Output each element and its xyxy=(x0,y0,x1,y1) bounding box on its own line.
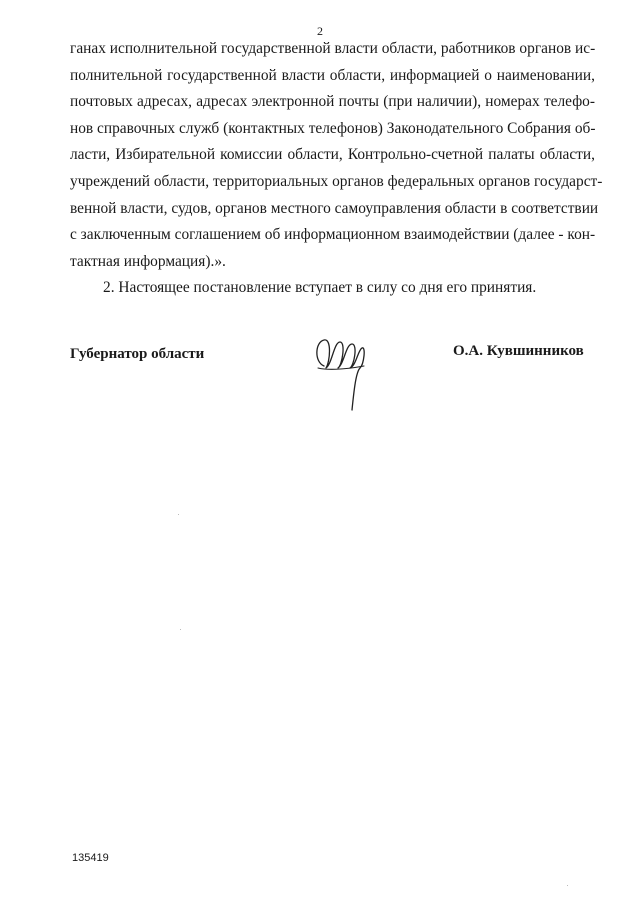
body-line: ганах исполнительной государственной власти области, работников органов ис- xyxy=(70,40,596,57)
document-code: 135419 xyxy=(72,852,109,864)
document-body xyxy=(70,36,603,302)
scan-speck xyxy=(180,629,181,630)
page-number: 2 xyxy=(317,24,323,38)
body-line: венной власти, судов, органов местного самоуправления области в соответствии xyxy=(70,199,599,217)
clause-2: 2. Настоящее постановление вступает в силу со дня его принятия. xyxy=(103,279,537,297)
body-line: тактная информация).». xyxy=(70,252,226,270)
signatory-title: Губернатор области xyxy=(70,346,205,362)
scan-speck xyxy=(178,514,179,515)
body-line: нов справочных служб (контактных телефонов) Законодательного Собрания об- xyxy=(70,119,596,137)
body-line: почтовых адресах, адресах электронной почты (при наличии), номерах телефо- xyxy=(70,93,595,111)
signatory-name: О.А. Кувшинников xyxy=(453,343,584,359)
body-line: учреждений области, территориальных органов федеральных органов государст- xyxy=(70,172,603,190)
handwritten-signature xyxy=(312,328,372,413)
body-line: с заключенным соглашением об информационном взаимодействии (далее - кон- xyxy=(70,226,596,244)
body-line: полнительной государственной власти области, информацией о наименовании, xyxy=(70,66,595,84)
body-line: ласти, Избирательной комиссии области, Контрольно-счетной палаты области, xyxy=(70,146,595,164)
scan-speck xyxy=(567,885,568,886)
